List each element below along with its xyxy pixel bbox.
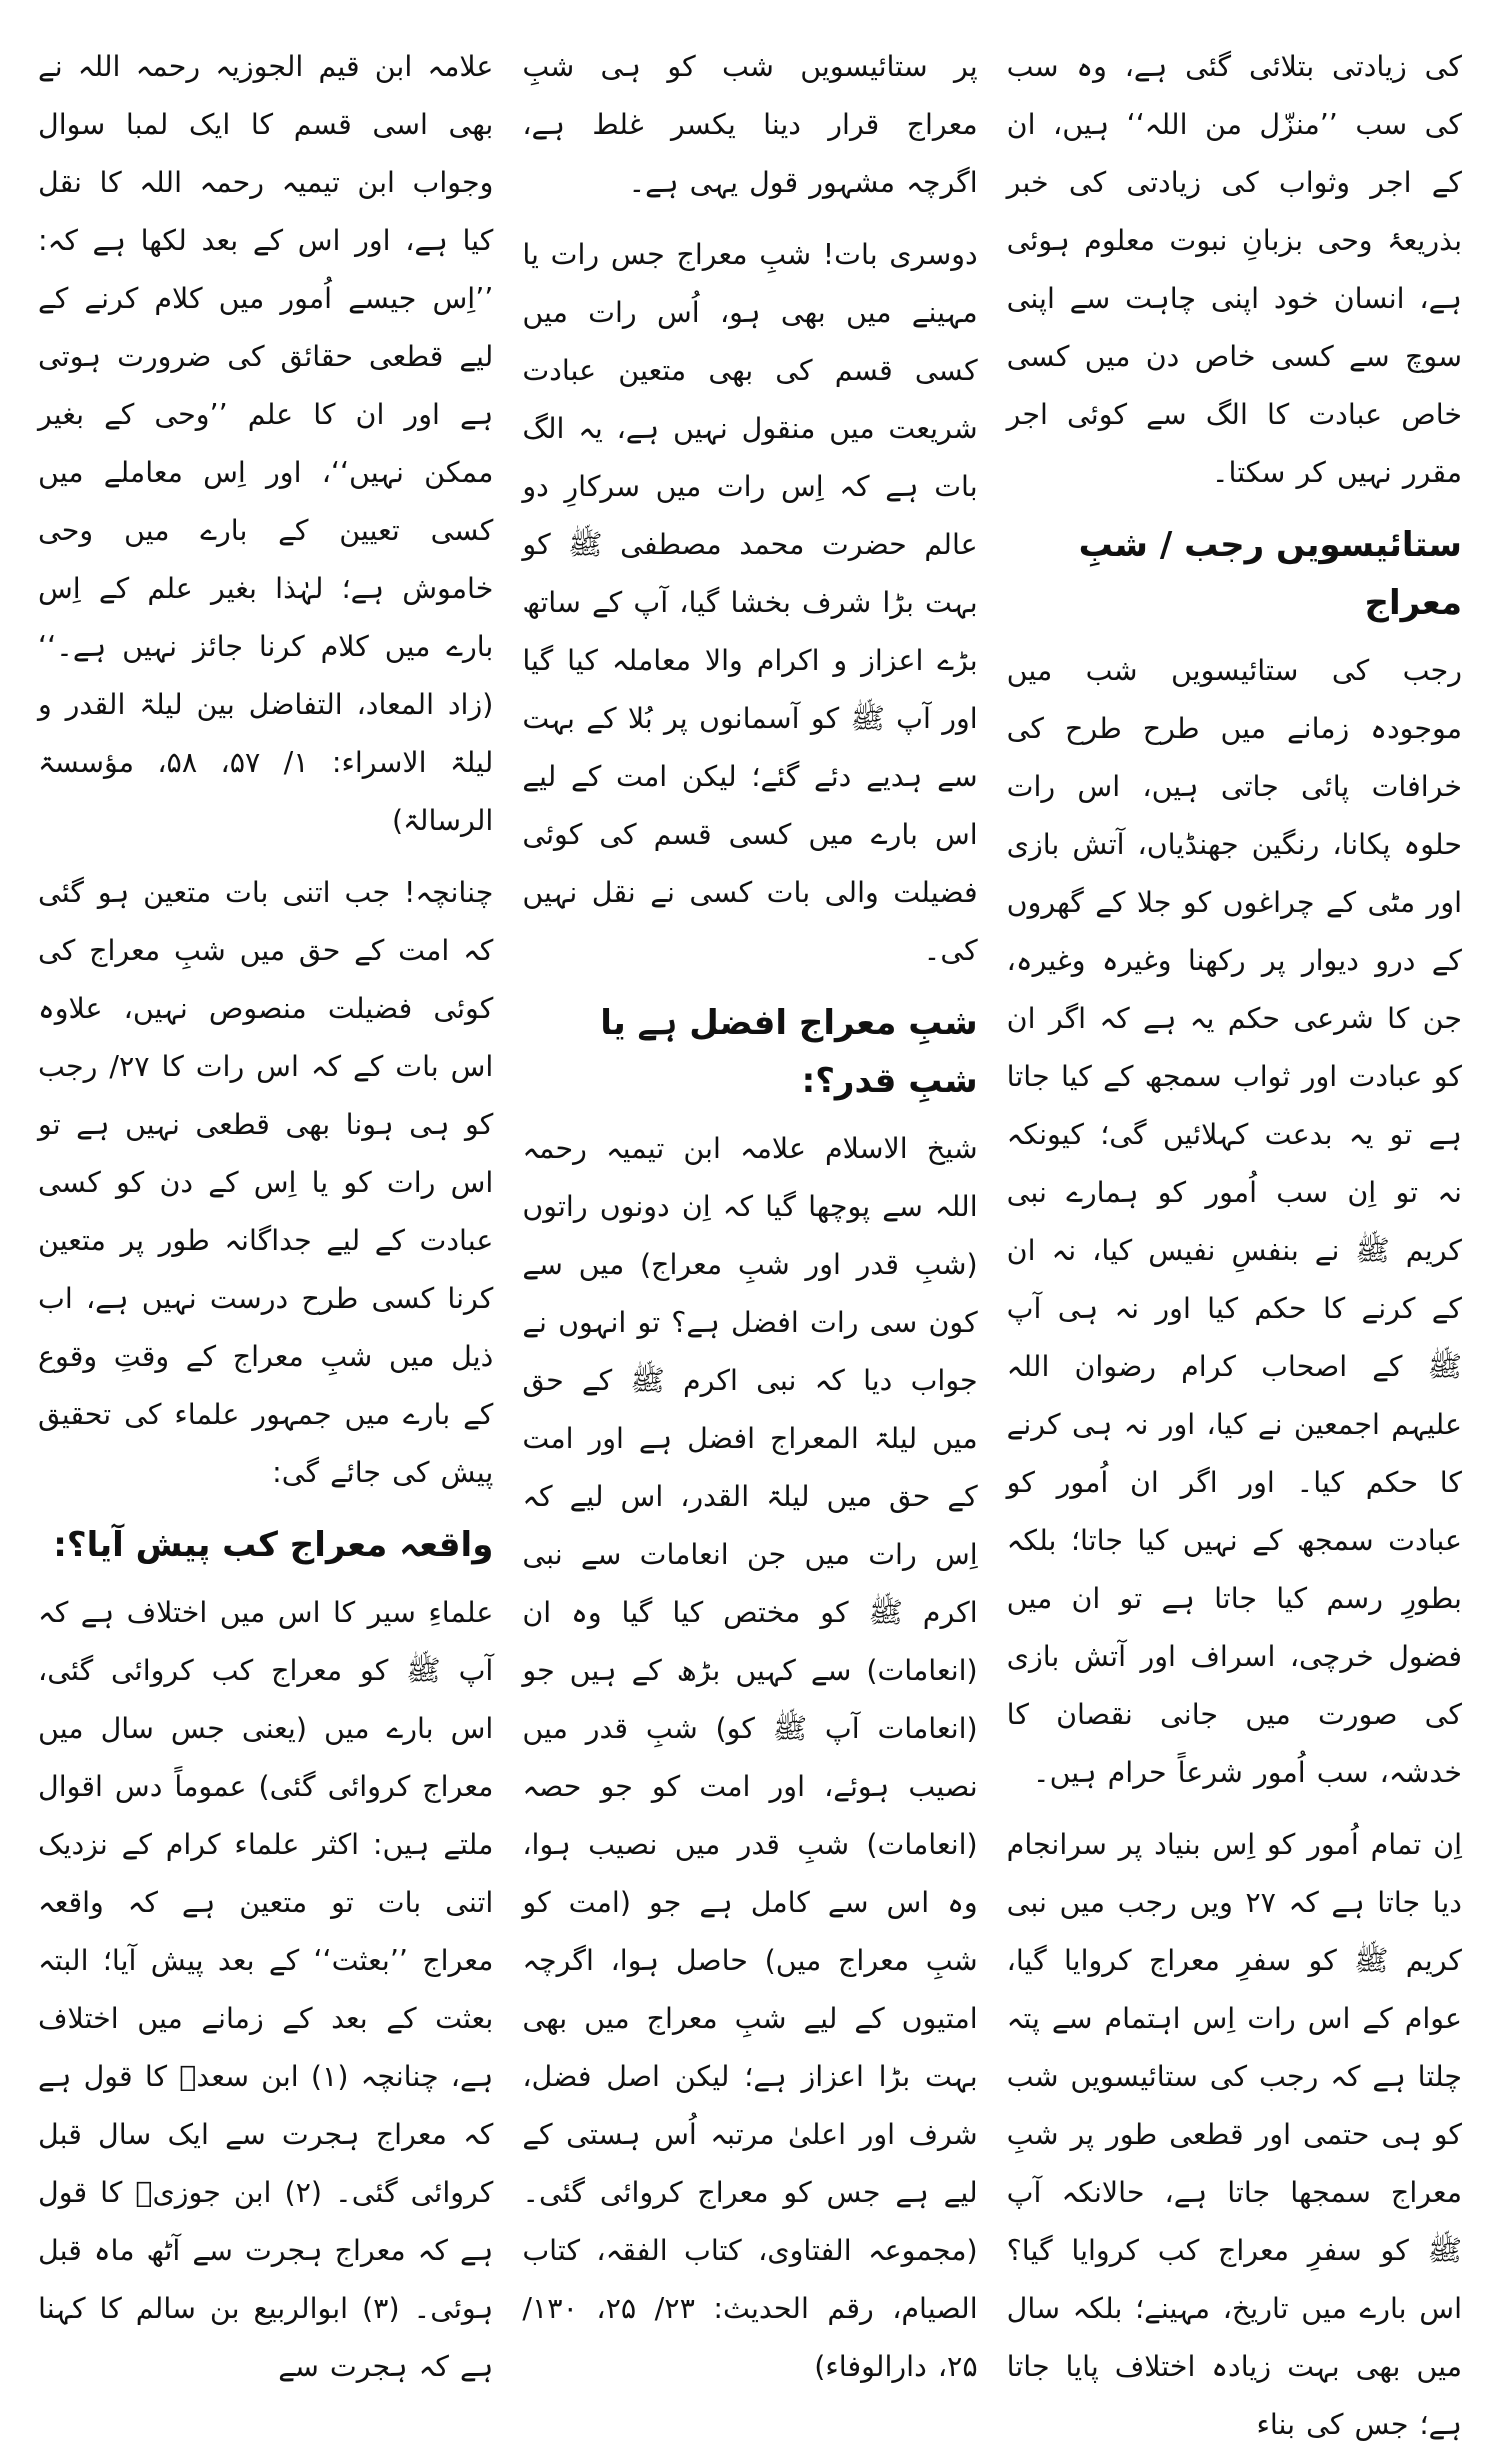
column-left xyxy=(24,38,508,2383)
paragraph: چنانچہ! جب اتنی بات متعین ہو گئی کہ امت کے حق میں شبِ معراج کی کوئی فضیلت منصوص نہیں، علاوہ اس بات کے کہ اس رات کا ۲۷/ رجب کو ہی ہونا بھی قطعی نہیں ہے تو اس رات کو یا اِس کے دن کو کسی عبادت کے لیے جداگانہ طور پر متعین کرنا کسی طرح درست نہیں ہے، اب ذیل میں شبِ معراج کے وقتِ وقوع کے بارے میں جمہور علماء کی تحقیق پیش کی جائے گی: xyxy=(38,876,494,1489)
paragraph: شیخ الاسلام علامہ ابن تیمیہ رحمہ اللہ سے پوچھا گیا کہ اِن دونوں راتوں (شبِ قدر اور شبِ معراج) میں سے کون سی رات افضل ہے؟ تو انہوں نے جواب دیا کہ نبی اکرم ﷺ کے حق میں لیلۃ المعراج افضل ہے اور امت کے حق میں لیلۃ القدر، اس لیے کہ اِس رات میں جن انعامات سے نبی اکرم ﷺ کو مختص کیا گیا وہ ان (انعامات) سے کہیں بڑھ کے ہیں جو (انعامات آپ ﷺ کو) شبِ قدر میں نصیب ہوئے، اور امت کو جو حصہ (انعامات) شبِ قدر میں نصیب ہوا، وہ اس سے کامل ہے جو (امت کو شبِ معراج میں) حاصل ہوا، اگرچہ امتیوں کے لیے شبِ معراج میں بھی بہت بڑا اعزاز ہے؛ لیکن اصل فضل، شرف اور اعلیٰ مرتبہ اُس ہستی کے لیے ہے جس کو معراج کروائی گئی۔ (مجموعہ الفتاوی، کتاب الفقہ، کتاب الصیام، رقم الحدیث: ۲۳/ ۲۵، ۱۳۰/ ۲۵، دارالوفاء) xyxy=(522,1132,978,2383)
paragraph: رجب کی ستائیسویں شب میں موجودہ زمانے میں طرح طرح کی خرافات پائی جاتی ہیں، اس رات حلوہ پکانا، رنگین جھنڈیاں، آتش بازی اور مٹی کے چراغوں کو جلا کے گھروں کے درو دیوار پر رکھنا وغیرہ وغیرہ، جن کا شرعی حکم یہ ہے کہ اگر ان کو عبادت اور ثواب سمجھ کے کیا جاتا ہے تو یہ بدعت کہلائیں گی؛ کیونکہ نہ تو اِن سب اُمور کو ہمارے نبی کریم ﷺ نے بنفسِ نفیس کیا، نہ ان کے کرنے کا حکم کیا اور نہ ہی آپ ﷺ کے اصحاب کرام رضوان اللہ علیہم اجمعین نے کیا، اور نہ ہی کرنے کا حکم کیا۔ اور اگر ان اُمور کو عبادت سمجھ کے نہیں کیا جاتا؛ بلکہ بطورِ رسم کیا جاتا ہے تو ان میں فضول خرچی، اسراف اور آتش بازی کی صورت میں جانی نقصان کا خدشہ، سب اُمور شرعاً حرام ہیں۔ xyxy=(1006,654,1462,1789)
paragraph: اِن تمام اُمور کو اِس بنیاد پر سرانجام دیا جاتا ہے کہ ۲۷ ویں رجب میں نبی کریم ﷺ کو سفرِ معراج کروایا گیا، عوام کے اس رات اِس اہتمام سے پتہ چلتا ہے کہ رجب کی ستائیسویں شب کو ہی حتمی اور قطعی طور پر شبِ معراج سمجھا جاتا ہے، حالانکہ آپ ﷺ کو سفرِ معراج کب کروایا گیا؟ اس بارے میں تاریخ، مہینے؛ بلکہ سال میں بھی بہت زیادہ اختلاف پایا جاتا ہے؛ جس کی بناء xyxy=(1006,1828,1462,2441)
section-heading: شبِ معراج افضل ہے یا شبِ قدر؟: xyxy=(600,1003,978,1101)
paragraph: علامہ ابن قیم الجوزیہ رحمہ اللہ نے بھی اسی قسم کا ایک لمبا سوال وجواب ابن تیمیہ رحمہ اللہ کا نقل کیا ہے، اور اس کے بعد لکھا ہے کہ: ’’اِس جیسے اُمور میں کلام کرنے کے لیے قطعی حقائق کی ضرورت ہوتی ہے اور ان کا علم ’’وحی کے بغیر ممکن نہیں‘‘، اور اِس معاملے میں کسی تعیین کے بارے میں وحی خاموش ہے؛ لہٰذا بغیر علم کے اِس بارے میں کلام کرنا جائز نہیں ہے۔‘‘ (زاد المعاد، التفاضل بین لیلۃ القدر و لیلۃ الاسراء: ۱/ ۵۷، ۵۸، مؤسسۃ الرسالۃ) xyxy=(38,50,494,837)
paragraph: علماءِ سیر کا اس میں اختلاف ہے کہ آپ ﷺ کو معراج کب کروائی گئی، اس بارے میں (یعنی جس سال میں معراج کروائی گئی) عموماً دس اقوال ملتے ہیں: اکثر علماء کرام کے نزدیک اتنی بات تو متعین ہے کہ واقعہ معراج ’’بعثت‘‘ کے بعد پیش آیا؛ البتہ بعثت کے بعد کے زمانے میں اختلاف ہے، چنانچہ (۱) ابن سعدؒ کا قول ہے کہ معراج ہجرت سے ایک سال قبل کروائی گئی۔ (۲) ابن جوزیؒ کا قول ہے کہ معراج ہجرت سے آٹھ ماہ قبل ہوئی۔ (۳) ابوالربیع بن سالم کا کہنا ہے کہ ہجرت سے xyxy=(38,1596,494,2383)
column-right xyxy=(993,38,1476,2441)
paragraph: کی زیادتی بتلائی گئی ہے، وہ سب کی سب ’’منزّل من اللہ‘‘ ہیں، ان کے اجر وثواب کی زیادتی کی خبر بذریعۂ وحی بزبانِ نبوت معلوم ہوئی ہے، انسان خود اپنی چاہت سے اپنی سوچ سے کسی خاص دن میں کسی خاص عبادت کا الگ سے کوئی اجر مقرر نہیں کر سکتا۔ xyxy=(1006,50,1462,489)
paragraph: دوسری بات! شبِ معراج جس رات یا مہینے میں بھی ہو، اُس رات میں کسی قسم کی بھی متعین عبادت شریعت میں منقول نہیں ہے، یہ الگ بات ہے کہ اِس رات میں سرکارِ دو عالم حضرت محمد مصطفی ﷺ کو بہت بڑا شرف بخشا گیا، آپ کے ساتھ بڑے اعزاز و اکرام والا معاملہ کیا گیا اور آپ ﷺ کو آسمانوں پر بُلا کے بہت سے ہدیے دئے گئے؛ لیکن امت کے لیے اس بارے میں کسی قسم کی کوئی فضیلت والی بات کسی نے نقل نہیں کی۔ xyxy=(522,238,978,967)
paragraph: پر ستائیسویں شب کو ہی شبِ معراج قرار دینا یکسر غلط ہے، اگرچہ مشہور قول یہی ہے۔ xyxy=(522,50,978,199)
column-middle xyxy=(508,38,992,2383)
section-heading: ستائیسویں رجب / شبِ معراج xyxy=(1078,525,1462,623)
section-heading: واقعہ معراج کب پیش آیا؟: xyxy=(53,1525,494,1565)
